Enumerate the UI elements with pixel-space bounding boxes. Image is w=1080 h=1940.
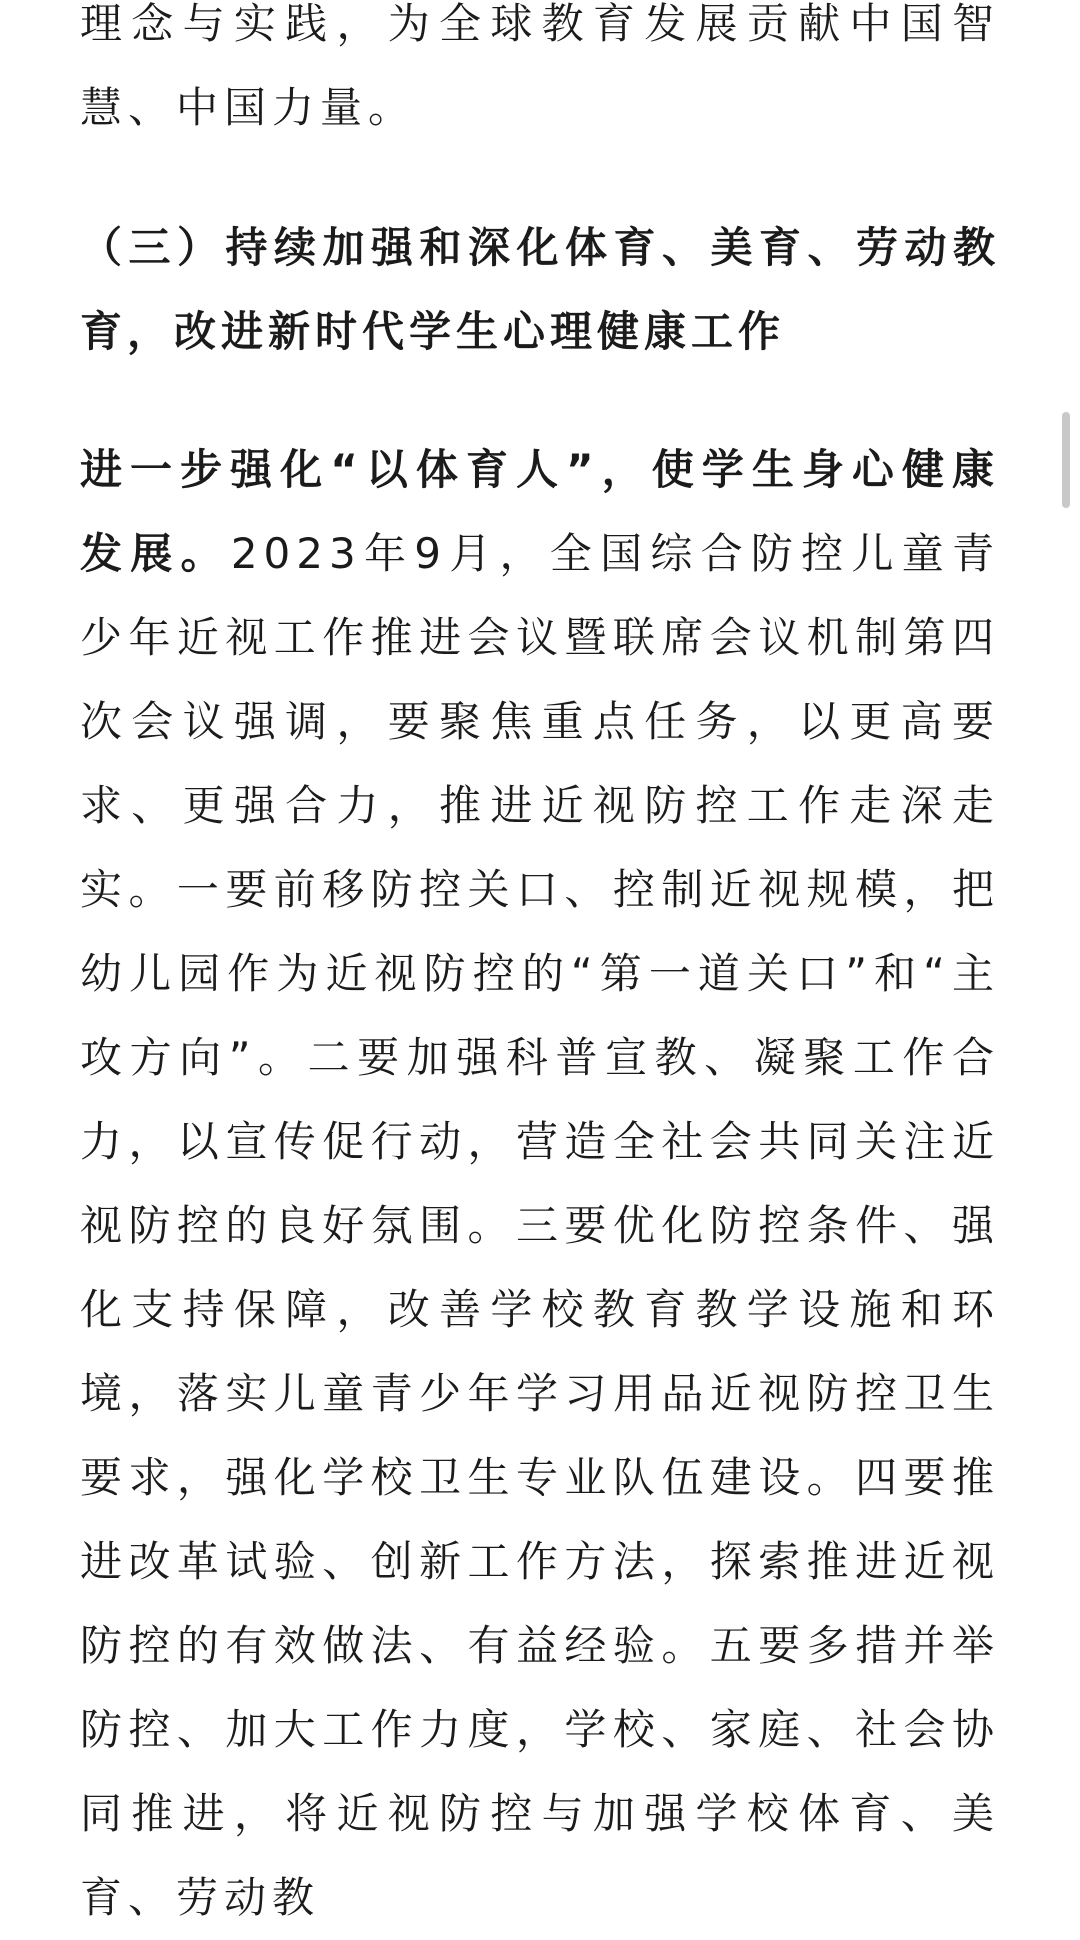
scrollbar-thumb[interactable] — [1062, 412, 1070, 508]
section-heading: （三）持续加强和深化体育、美育、劳动教育，改进新时代学生心理健康工作 — [80, 223, 1000, 356]
paragraph-body-text: 2023年9月，全国综合防控儿童青少年近视工作推进会议暨联席会议机制第四次会议强调，要聚焦重点任务，以更高要求、更强合力，推进近视防控工作走深走实。一要前移防控关口、控制近视规模，把幼儿园作为近视防控的“第一道关口”和“主攻方向”。二要加强科普宣教、凝聚工作合力，以宣传促行动，营造全社会共同关注近视防控的良好氛围。三要优化防控条件、强化支持保障，改善学校教育教学设施和环境，落实儿童青少年学习用品近视防控卫生要求，强化学校卫生专业队伍建设。四要推进改革试验、创新工作方法，探索推进近视防控的有效做法、有益经验。五要多措并举防控、加大工作力度，学校、家庭、社会协同推进，将近视防控与加强学校体育、美育、劳动教 — [80, 529, 1000, 1922]
intro-paragraph-tail: 理念与实践，为全球教育发展贡献中国智慧、中国力量。 — [80, 0, 1000, 132]
body-paragraph — [80, 428, 1000, 1940]
paragraph-lead-sentence: 进一步强化“以体育人”，使学生身心健康发展。 — [80, 445, 1000, 578]
article-content — [80, 0, 1000, 1940]
